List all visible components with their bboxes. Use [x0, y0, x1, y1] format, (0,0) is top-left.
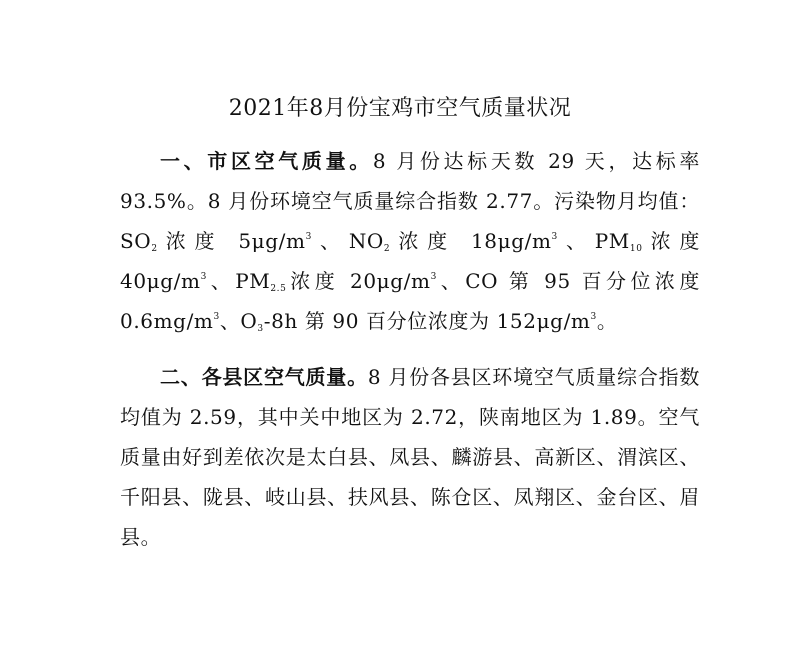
pm10-label: PM: [594, 229, 630, 253]
pm25-value: 浓度 20μg/m: [286, 269, 431, 293]
section-county-air-quality: [120, 357, 700, 557]
section-body-text: 8 月份各县区环境空气质量综合指数均值为 2.59，其中关中地区为 2.72，陕南地区为 1.89。空气质量由好到差依次是太白县、凤县、麟游县、高新区、渭滨区、千阳县、陇县、岐山县、扶风县、陈仓区、凤翔区、金台区、眉县。: [120, 365, 700, 549]
o3-subscript: 3: [257, 324, 264, 334]
section-heading: 一、市区空气质量。: [160, 149, 373, 173]
so2-label: SO: [120, 229, 152, 253]
section-body-text: 8 月份达标天数 29 天，达标率 93.5%。8 月份环境空气质量综合指数 2.77。污染物月均值：: [120, 149, 700, 213]
so2-value: 浓度 5μg/m: [157, 229, 306, 253]
separator: 、: [206, 269, 236, 293]
co-value: CO 第 95 百分位浓度 0.6mg/m: [120, 269, 700, 333]
o3-value: -8h 第 90 百分位浓度为 152μg/m: [263, 309, 591, 333]
section-heading: 二、各县区空气质量。: [160, 365, 368, 389]
no2-unit-superscript: 3: [551, 232, 558, 242]
pm10-unit-superscript: 3: [200, 272, 207, 282]
so2-unit-superscript: 3: [305, 232, 312, 242]
no2-value: 浓度 18μg/m: [390, 229, 552, 253]
no2-subscript: 2: [383, 244, 391, 254]
co-unit-superscript: 3: [213, 312, 220, 322]
so2-subscript: 2: [151, 244, 158, 254]
separator: 、: [436, 269, 466, 293]
pm10-subscript: 10: [629, 244, 643, 254]
separator: 、: [219, 309, 241, 333]
o3-label: O: [240, 309, 258, 333]
pm10-value: 浓度 40μg/m: [120, 229, 701, 293]
o3-unit-superscript: 3: [590, 312, 597, 322]
no2-label: NO: [348, 229, 384, 253]
separator: 、: [557, 229, 595, 253]
pm25-unit-superscript: 3: [430, 272, 437, 282]
document-title: 2021年8月份宝鸡市空气质量状况: [228, 96, 572, 121]
sentence-end: 。: [596, 309, 618, 333]
pm25-subscript: 2.5: [270, 284, 287, 294]
section-urban-air-quality: [120, 141, 700, 341]
separator: 、: [311, 229, 349, 253]
pm25-label: PM: [235, 269, 271, 293]
